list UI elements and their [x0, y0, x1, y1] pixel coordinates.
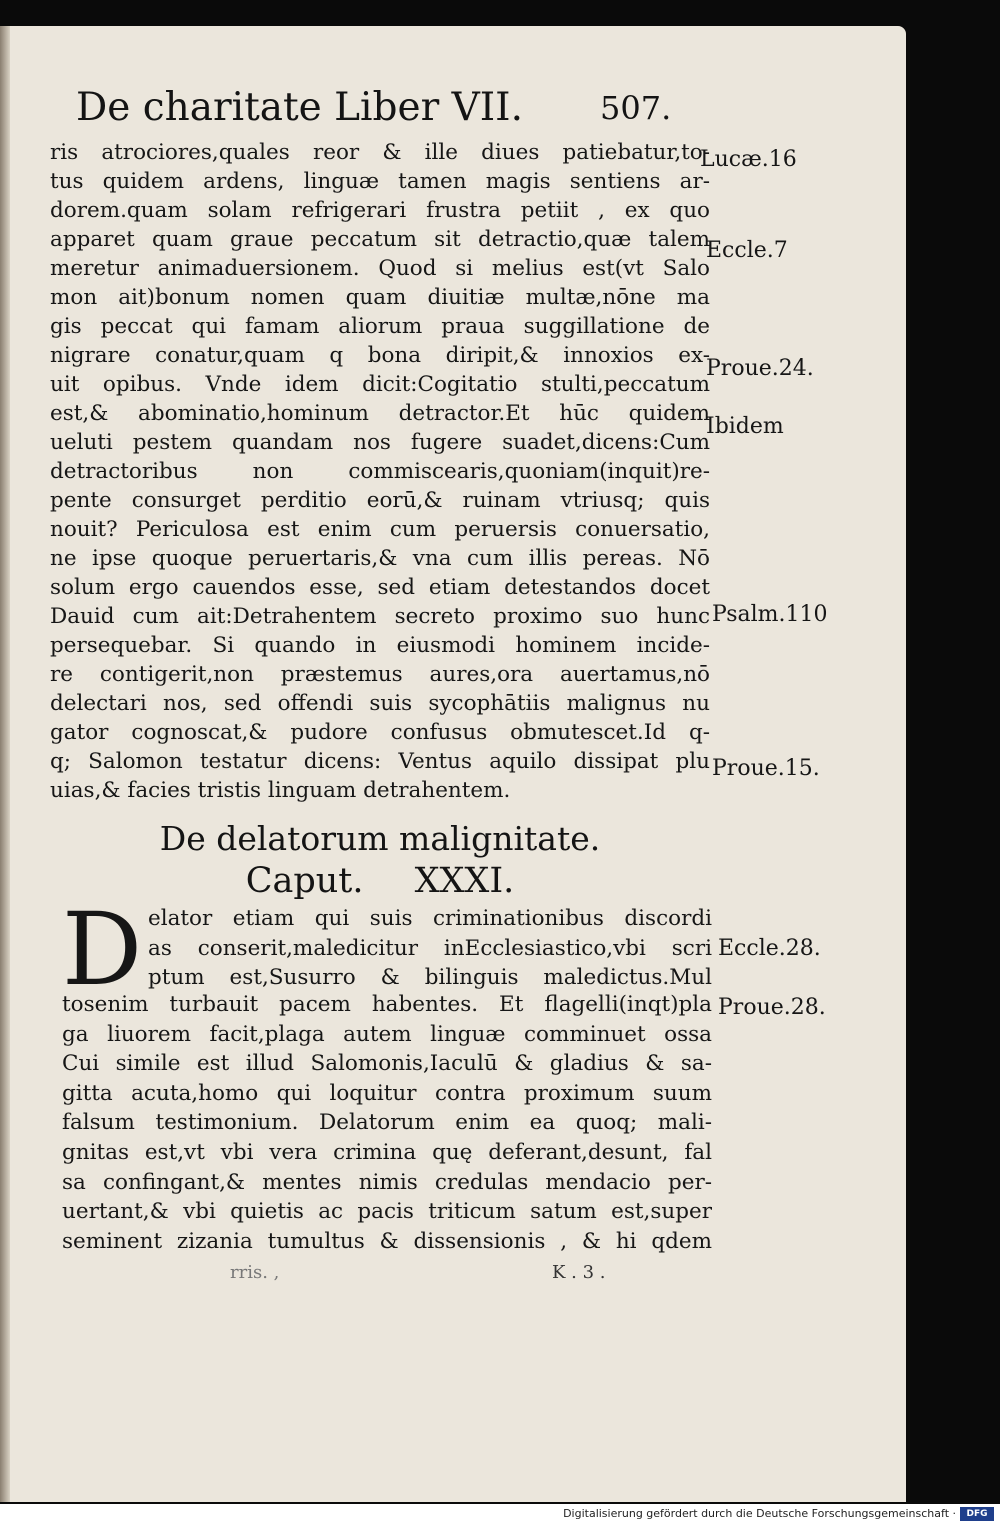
text-line: falsum testimonium. Delatorum enim ea quoq; mali-	[62, 1110, 712, 1136]
text-line: pente consurget perditio eorū,& ruinam vtriusq; quis	[50, 488, 710, 513]
text-line: q; Salomon testatur dicens: Ventus aquilo dissipat plu	[50, 749, 710, 774]
text-line: detractoribus non commiscearis,quoniam(inquit)re-	[50, 459, 710, 484]
margin-note: Eccle.28.	[718, 936, 821, 961]
dfg-logo-icon: DFG	[960, 1507, 994, 1521]
text-line: tosenim turbauit pacem habentes. Et flagelli(inqt)pla	[62, 992, 712, 1017]
page-number: 507.	[600, 89, 672, 127]
text-line: sa confingant,& mentes nimis credulas mendacio per-	[62, 1169, 712, 1195]
margin-note: Psalm.110	[712, 602, 828, 627]
text-line: ptum est,Susurro & bilinguis maledictus.Mul	[148, 965, 712, 991]
book-spine-shadow	[0, 26, 10, 1502]
funding-credit: Digitalisierung gefördert durch die Deutsche Forschungsgemeinschaft ·	[563, 1507, 956, 1520]
text-line: ne ipse quoque peruertaris,& vna cum illis pereas. Nō	[50, 546, 710, 571]
text-line: ueluti pestem quandam nos fugere suadet,dicens:Cum	[50, 430, 710, 455]
text-line: mon ait)bonum nomen quam diuitiæ multæ,nōne ma	[50, 285, 710, 310]
section-heading: De delatorum malignitate.	[159, 819, 601, 858]
text-line: nouit? Periculosa est enim cum peruersis conuersatio,	[50, 517, 710, 542]
margin-note: Eccle.7	[706, 238, 788, 263]
text-line: tus quidem ardens, linguæ tamen magis sentiens ar-	[50, 169, 710, 194]
margin-note: Proue.15.	[712, 756, 820, 781]
margin-note: Proue.24.	[706, 356, 814, 381]
text-line: ris atrociores,quales reor & ille diues patiebatur,to-	[50, 140, 710, 165]
text-line: as conserit,maledicitur inEcclesiastico,vbi scri	[148, 935, 712, 961]
running-header	[76, 80, 696, 136]
text-line: persequebar. Si quando in eiusmodi hominem incide-	[50, 633, 710, 658]
signature-letter: K . 3 .	[552, 1262, 606, 1283]
margin-note: Lucæ.16	[700, 147, 797, 172]
text-line: gitta acuta,homo qui loquitur contra proximum suum	[62, 1080, 712, 1106]
text-line: dorem.quam solam refrigerari frustra petiit , ex quo	[50, 198, 710, 223]
margin-note: Ibidem	[706, 414, 784, 439]
chapter-heading: Caput. XXXI.	[245, 861, 515, 901]
main-text-block	[50, 138, 710, 805]
running-title: De charitate Liber VII.	[76, 85, 523, 130]
chapter-text-block	[62, 891, 712, 1256]
text-line: est,& abominatio,hominum detractor.Et hūc quidem	[50, 401, 710, 426]
text-line: elator etiam qui suis criminationibus discordi	[148, 906, 712, 931]
text-line: Cui simile est illud Salomonis,Iaculū & gladius & sa-	[62, 1051, 712, 1077]
text-line: gis peccat qui famam aliorum praua suggillatione de	[50, 314, 710, 339]
margin-note: Proue.28.	[718, 995, 826, 1020]
text-line: gator cognoscat,& pudore confusus obmutescet.Id q-	[50, 720, 710, 745]
text-line: ga liuorem facit,plaga autem linguæ comminuet ossa	[62, 1021, 712, 1047]
text-line: uertant,& vbi quietis ac pacis triticum satum est,super	[62, 1199, 712, 1225]
text-line: gnitas est,vt vbi vera crimina quę deferant,desunt, fal	[62, 1139, 712, 1165]
digitization-footer	[0, 1504, 1000, 1524]
faint-marking: rris. ,	[230, 1262, 280, 1283]
drop-cap-letter: D	[62, 891, 143, 1008]
text-line: Dauid cum ait:Detrahentem secreto proximo suo hunc	[50, 604, 710, 629]
text-line: delectari nos, sed offendi suis sycophātiis malignus nu	[50, 691, 710, 716]
text-line: re contigerit,non præstemus aures,ora auertamus,nō	[50, 662, 710, 687]
text-line: solum ergo cauendos esse, sed etiam detestandos docet	[50, 575, 710, 600]
text-line: apparet quam graue peccatum sit detractio,quæ talem	[50, 227, 710, 252]
text-line: meretur animaduersionem. Quod si melius est(vt Salo	[50, 256, 710, 281]
text-line: seminent zizania tumultus & dissensionis , & hi qdem	[62, 1228, 712, 1254]
text-line: uit opibus. Vnde idem dicit:Cogitatio stulti,peccatum	[50, 372, 710, 397]
signature-mark	[230, 1262, 710, 1292]
text-line: nigrare conatur,quam q bona diripit,& innoxios ex-	[50, 343, 710, 368]
text-line: uias,& facies tristis linguam detrahentem.	[50, 778, 511, 803]
